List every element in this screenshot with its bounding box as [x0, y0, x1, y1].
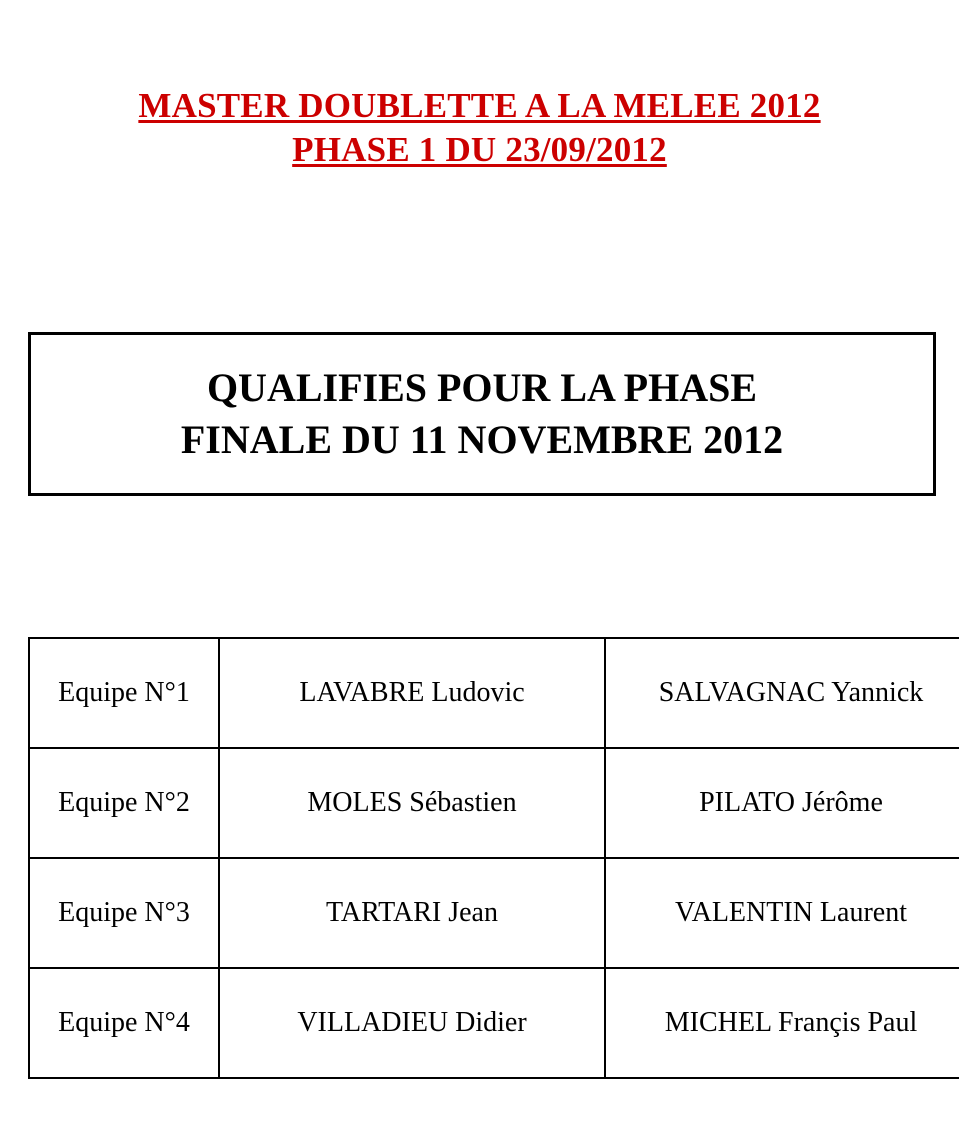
title-line-2: PHASE 1 DU 23/09/2012: [292, 130, 667, 169]
table-row: [29, 968, 959, 1078]
team-player-2: SALVAGNAC Yannick: [605, 638, 959, 748]
team-label: Equipe N°1: [29, 638, 219, 748]
team-player-1: LAVABRE Ludovic: [219, 638, 605, 748]
team-player-2: MICHEL Françis Paul: [605, 968, 959, 1078]
team-player-1: VILLADIEU Didier: [219, 968, 605, 1078]
banner-line-1: QUALIFIES POUR LA PHASE: [206, 365, 758, 410]
title-line-1: MASTER DOUBLETTE A LA MELEE 2012: [138, 86, 821, 125]
team-player-1: TARTARI Jean: [219, 858, 605, 968]
table-row: [29, 638, 959, 748]
team-player-2: VALENTIN Laurent: [605, 858, 959, 968]
table-row: [29, 858, 959, 968]
team-player-1: MOLES Sébastien: [219, 748, 605, 858]
team-player-2: PILATO Jérôme: [605, 748, 959, 858]
document-title: [0, 84, 959, 172]
banner-line-2: FINALE DU 11 NOVEMBRE 2012: [180, 417, 784, 462]
table-row: [29, 748, 959, 858]
qualified-banner: [28, 332, 936, 496]
qualified-teams-table: [28, 637, 959, 1079]
team-label: Equipe N°4: [29, 968, 219, 1078]
team-label: Equipe N°3: [29, 858, 219, 968]
team-label: Equipe N°2: [29, 748, 219, 858]
